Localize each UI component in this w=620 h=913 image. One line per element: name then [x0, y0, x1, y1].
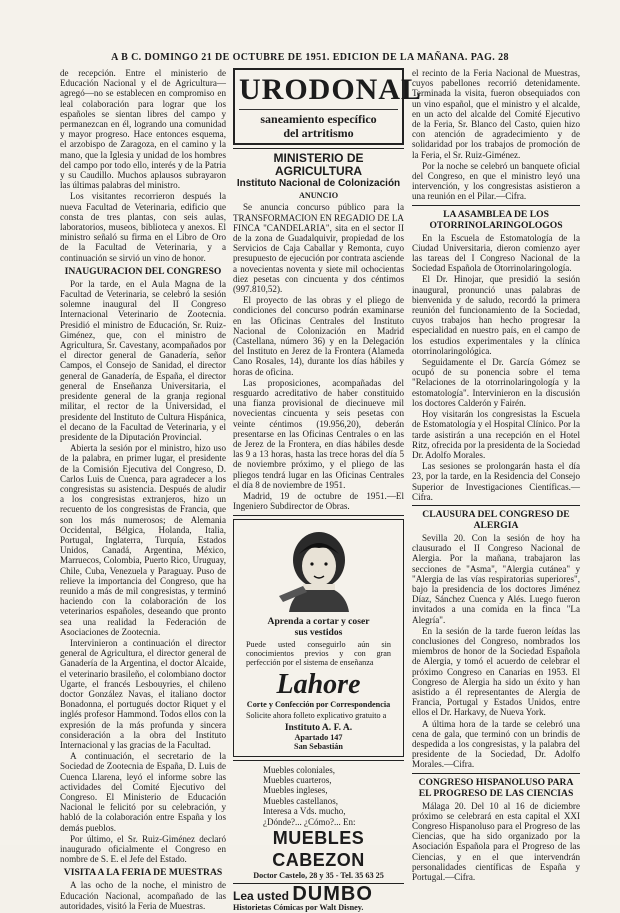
article-paragraph: Por la noche se celebró un banquete oficial del Congreso, en que el ministro leyó una intervención, y los congresistas asistieron a una reunión en el Pilar.—Cifra. — [412, 160, 580, 202]
furniture-line: Muebles ingleses, — [263, 785, 328, 796]
article-paragraph: Por la tarde, en el Aula Magna de la Facultad de Veterinaria, se celebró la sesión solemne inaugural del II Congreso Internacional Veterinario de Zootecnia. Presidió el ministro de Educación, Sr. Ruiz-Giménez, que, con el ministro de Agricultura, Sr. Cavestany, acompañados por el director general de Ganadería, señor Campos, el Consejo de Sanidad, el director general de Ganadería, de España, el director general de Enseñanza Universitaria, el presidente general de la granja regional militar, el rector de la Universidad, el presidente del Instituto de Cultura Hispánica, el decano de la Facultad de Veterinaria, y el presidente de la Diputación Provincial. — [60, 278, 226, 442]
divider — [233, 515, 404, 516]
notice-paragraph: El proyecto de las obras y el pliego de condiciones del concurso podrán examinarse en las Oficinas Centrales del Instituto Nacional de Colonización en Madrid (Castellana, número 36) y en la Delegación del Instituto en Jerez de la Frontera (Alameda Cano Rosales, 14), durante los días hábiles y horas de oficina. — [233, 295, 404, 377]
ministry-heading: MINISTERIO DE AGRICULTURA — [273, 151, 364, 178]
article-paragraph: Abierta la sesión por el ministro, hizo uso de la palabra, en primer lugar, el presidente de la Comisión Ejecutiva del Congreso, D. Carlos Luis de Cuenca, para agradecer a los congresistas su asistencia. Después de aludir a los congresistas extranjeros, hizo un recuento de los congresistas de Francia, que son los más numerosos; de Alemania Occidental, Bélgica, Holanda, Italia, Portugal, Inglaterra, Turquía, Estados Unidos, Canadá, Argentina, México, Marruecos, Colombia, Puerto Rico, Uruguay, Chile, Cuba, Venezuela y Paraguay. Puso de relieve la importancia del Congreso, que ha reunido a más de mil congresistas, y terminó haciendo con la colaboración de los veterinarios españoles, deseando que pronto sea una realidad la Federación de Asociaciones de Zootecnia. — [60, 443, 226, 637]
ad-text: Puede usted conseguirlo aún sin conocimientos previos y con gran perfección por el sistema de enseñanza — [246, 639, 391, 668]
article-paragraph: En la Escuela de Estomatología de la Ciudad Universitaria, dieron comienzo ayer las tareas del I Congreso Nacional de la Sociedad Española de Otorrinolaringología. — [412, 232, 580, 274]
article-paragraph: Sevilla 20. Con la sesión de hoy ha clausurado el II Congreso Nacional de Alergia. Por la mañana, trabajaron las secciones de "Asma", "Alergia cutánea" y "Alergia de las vías respiratorias superiores", bajo la presidencia de los doctores Jiménez Díaz, Sánchez Cuenca y Alés. Luego fueron invitados a una comida en la finca "La Alegría". — [412, 532, 580, 625]
article-paragraph: En la sesión de la tarde fueron leídas las conclusiones del Congreso, nombrados los miembros de honor de la Sociedad Española de Alergia, y tomó el acuerdo de celebrar el próximo Congreso en Canarias en 1953. El Congreso de Alergia ha sido un éxito y han asistido a él representantes de Alergia de Francia, Portugal y Estados Unidos, entre ellos el Dr. Harkavy, de Nueva York. — [412, 625, 580, 718]
furniture-line: ¿Dónde?... ¿Cómo?... En: — [263, 816, 356, 827]
divider — [412, 505, 580, 506]
urodonal-tagline: del artritismo — [283, 126, 354, 140]
ad-text: Solicite ahora folleto explicativo gratuito a — [246, 711, 387, 721]
ad-headline: sus vestidos — [294, 626, 343, 638]
section-heading: VISITA A LA FERIA DE MUESTRAS — [63, 867, 223, 879]
divider — [412, 205, 580, 206]
cabezon-brand: MUEBLES CABEZON — [272, 827, 365, 870]
urodonal-tagline: saneamiento específico — [260, 112, 377, 126]
article-paragraph: A continuación, el secretario de la Sociedad de Zootecnia de España, D. Luis de Cuenca Llarena, leyó el informe sobre las actividades del Comité Ejecutivo del Congreso. El Ministerio de Educación Nacional le felicitó por su celebración, y habló de la colaboración entre España y los demás pueblos. — [60, 751, 226, 833]
section-heading: INAUGURACION DEL CONGRESO — [64, 265, 222, 277]
furniture-line: Muebles castellanos, — [263, 795, 338, 806]
article-paragraph: El Dr. Hinojar, que presidió la sesión inaugural, pronunció unas palabras de bienvenida y de saludo, recordó la primera reunión del funcionamiento de la Sociedad, cuyos trabajos han hecho progresar la especialidad en nuestro país, en el campo de los estudios experimentales y la clínica otorrinolaringológica. — [412, 274, 580, 356]
ad-method: Corte y Confección por Correspondencia — [246, 699, 391, 709]
article-paragraph: el recinto de la Feria Nacional de Muestras, cuyos pabellones recorrió detenidamente. Terminada la visita, fueron obsequiados con un vino español, que el ministro y el alcalde, en un acto del alcalde del Comité Ejecutivo de la Feria, Sr. Blanco del Casto, quien hizo con atención de agradecimiento y de solidaridad por los trabajos de promoción de la Feria, el Sr. Ruiz-Giménez. — [412, 68, 580, 160]
column-middle — [233, 68, 423, 913]
article-paragraph: Las sesiones se prolongarán hasta el día 23, por la tarde, en la Residencia del Consejo Superior de Investigaciones Científicas.—Cifra. — [412, 461, 580, 502]
article-paragraph: Intervinieron a continuación el director general de Agricultura, el director general de Ganadería de la Argentina, el doctor Alcaide, el veterinario brasileño, el colombiano doctor Ugarte, el francés Lesbouyries, el chileno doctor González Navas, el italiano doctor Bonadonna, el portugués doctor Riquet y el inglés profesor Hammond. Todos ellos con la expresión de la más profunda y sincera consideración a la obra del Instituto Internacional y las gracias de la Facultad. — [60, 637, 226, 750]
article-paragraph: de recepción. Entre el ministerio de Educación Nacional y el de Agricultura—agregó—no se establecen en compromiso en leal colaboración para lograr que los españoles se sientan libres del campo y permanezcan en él, logrando una comunidad y mayor progreso. Hace entonces esquema, el arzobispo de Zaragoza, en el camino y la mano, que la Iglesia y unidad de los hombres del campo por todo ello, interés y de la Patria y su Caudillo. Muchos aplausos subrayaron las últimas palabras del ministro. — [60, 68, 226, 191]
urodonal-brand: URODONAL — [239, 73, 423, 106]
article-paragraph: Hoy visitarán los congresistas la Escuela de Estomatología y el Hospital Clínico. Por la tarde asistirán a una recepción en el Hotel Ritz, ofrecida por la presidenta de la Sociedad Dr. Adolfo Morales. — [412, 409, 580, 460]
cabezon-address: Doctor Castelo, 28 y 35 - Tel. 35 63 25 — [253, 870, 384, 880]
furniture-line: Interesa a Vds. mucho, — [263, 806, 346, 817]
column-left — [60, 68, 226, 911]
institute-name: Instituto A. F. A. — [284, 721, 353, 733]
dumbo-title: DUMBO — [292, 883, 373, 906]
dumbo-ad — [233, 883, 404, 906]
dumbo-subtitle: Historietas Cómicas por Walt Disney. — [233, 903, 364, 913]
divider — [239, 109, 398, 110]
article-paragraph: Por último, el Sr. Ruiz-Giménez declaró inaugurado oficialmente el Congreso en nombre de S. E. el Jefe del Estado. — [60, 833, 226, 865]
article-paragraph: A las ocho de la noche, el ministro de Educación Nacional, acompañado de las autoridades, visitó la Feria de Muestras. — [60, 880, 226, 911]
notice-paragraph: Las proposiciones, acompañadas del resguardo acreditativo de haber constituido una fianza provisional de diecinueve mil novecientas cincuenta y seis pesetas con veinte céntimos (19.956,20), deberán presentarse en las Oficinas Centrales o en las de Jerez de la Frontera, en días hábiles desde las 9 a 13 horas, hasta las trece horas del día 5 de noviembre próximo, y el pliego de las pliegos tendrá lugar en las Oficinas Centrales el día 8 de noviembre de 1951. — [233, 377, 404, 490]
ad-headline: Aprenda a cortar y coser — [267, 615, 370, 627]
section-heading: CONGRESO HISPANOLUSO PARA EL PROGRESO DE LAS CIENCIAS — [418, 776, 574, 799]
sewing-course-ad — [233, 519, 404, 757]
divider — [233, 760, 404, 761]
column-right — [412, 68, 580, 883]
furniture-line: Muebles coloniales, — [263, 764, 335, 775]
dumbo-lead: Lea usted — [233, 889, 290, 904]
divider — [412, 773, 580, 774]
section-heading: CLAUSURA DEL CONGRESO DE ALERGIA — [422, 508, 570, 531]
page-header: A B C. DOMINGO 21 DE OCTUBRE DE 1951. EDICION DE LA MAÑANA. PAG. 28 — [111, 52, 509, 63]
article-paragraph: Seguidamente el Dr. García Gómez se ocupó de su ponencia sobre el tema "Relaciones de la otorrinolaringología y la estomatología". Intervinieron en la discusión los doctores Calderón y Fairén. — [412, 357, 580, 408]
divider — [233, 148, 404, 149]
section-heading: LA ASAMBLEA DE LOS OTORRINOLARINGOLOGOS — [429, 208, 563, 231]
city: San Sebastián — [294, 742, 343, 752]
notice-signature: Madrid, 19 de octubre de 1951.—El Ingeniero Subdirector de Obras. — [233, 491, 404, 512]
po-box: Apartado 147 — [294, 732, 343, 742]
furniture-line: Muebles cuarteros, — [263, 774, 332, 785]
article-paragraph: Málaga 20. Del 10 al 16 de diciembre próximo se celebrará en esta capital el XXI Congreso Hispanoluso para el Progreso de las Ciencias, que ha sido organizado por la Asociación Española para el Progreso de las Ciencias, y en el que intervendrán personalidades científicas de España y Portugal.—Cifra. — [412, 800, 580, 883]
notice-label: ANUNCIO — [298, 191, 339, 200]
notice-paragraph: Se anuncia concurso público para la TRANSFORMACION EN REGADIO DE LA FINCA "CANDELARIA", sita en el sector II de la zona de Guadalquivir, propiedad de los Servicios de Caja Caballar y Remonta, cuyo presupuesto de ejecución por contrata asciende a novecientas noventa y siete mil ochocientas diez pesetas con cincuenta y dos céntimos (997.810,52). — [233, 202, 404, 295]
article-paragraph: Los visitantes recorrieron después la nueva Facultad de Veterinaria, edificio que consta de tres plantas, con seis aulas, laboratorios, museos, biblioteca y anexos. El ministro señaló su firma en el Libro de Oro de la Facultad de Veterinaria, y a continuación se sirvió un vino de honor. — [60, 191, 226, 263]
article-paragraph: A última hora de la tarde se celebró una cena de gala, que terminó con un brindis de despedida a los congresistas, y la palabra del presidente de la Sociedad, Dr. Adolfo Morales.—Cifra. — [412, 718, 580, 770]
furniture-list — [263, 765, 404, 827]
woman-illustration-icon — [259, 526, 379, 612]
urodonal-ad — [233, 68, 423, 145]
institute-heading: Instituto Nacional de Colonización — [236, 178, 401, 189]
lahore-logo: Lahore — [276, 668, 361, 700]
